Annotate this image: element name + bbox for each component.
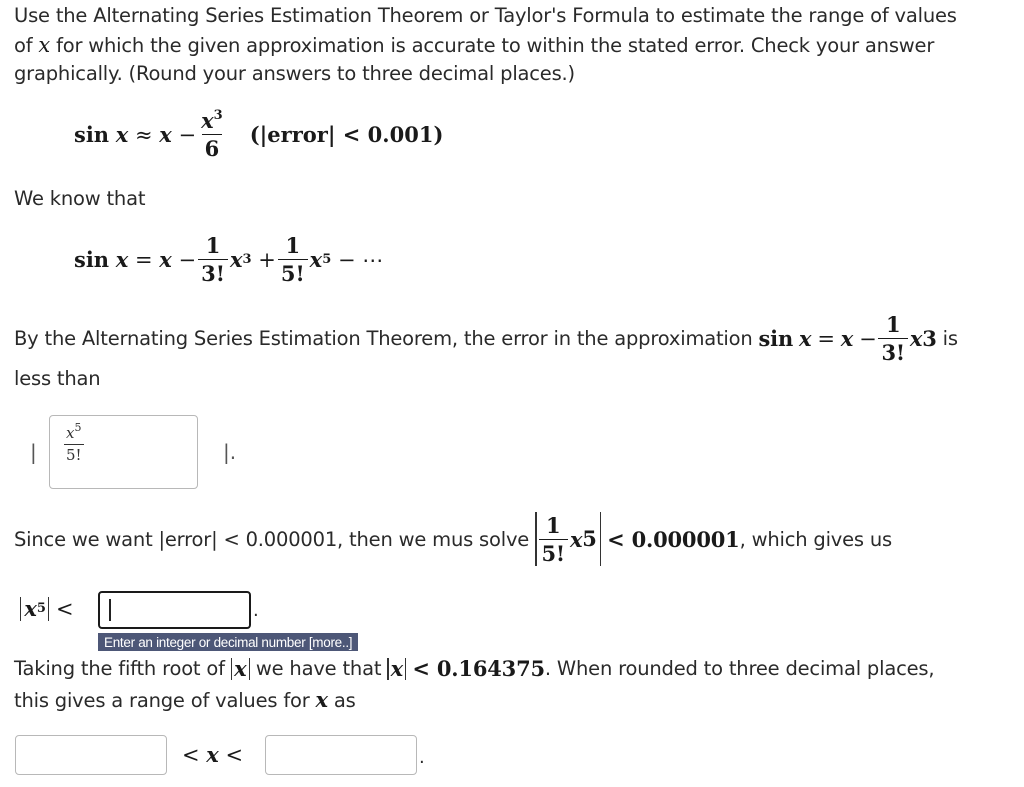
range-period: . [419, 747, 425, 768]
variable-x: x [38, 33, 51, 57]
range-upper-bound-input[interactable] [265, 735, 417, 775]
input-hint-tooltip[interactable]: Enter an integer or decimal number [more..] [98, 633, 358, 651]
text-caret [109, 599, 111, 621]
x5-bound-input[interactable] [98, 591, 251, 629]
instructions-line-2: of x for which the given approximation is accurate to within the stated error. Check your answer [14, 33, 935, 57]
left-abs-bar: | [30, 440, 37, 464]
abs-x5-inequality: x 5 < [20, 596, 74, 621]
given-approximation: sin x ≈ x − $\frac{x^3}{6}$ (|error| < 0.001) [74, 108, 444, 161]
range-inequality: < x < [182, 742, 244, 767]
ast-sentence: By the Alternating Series Estimation Theorem, the error in the approximation sin x = x − $\frac{1}{3!}$ x 3 is [14, 312, 958, 365]
error-bound-answer-box[interactable] [49, 415, 198, 489]
fifth-root-line-2: this gives a range of values for x as [14, 687, 356, 712]
less-than-label: less than [14, 367, 101, 390]
fifth-root-sentence: Taking the fifth root of x we have that x < 0.164375 . When rounded to three decimal places, [14, 656, 935, 681]
sine-series: sin x = x − $\frac{1}{3!}$ x 3 + $\frac{1}{5!}$ x 5 − ⋯ [74, 233, 384, 286]
fraction-1-over-5-factorial: $\frac{1}{5!}$ [278, 233, 308, 286]
fraction-1-over-5-factorial-inline: $\frac{1}{5!}$ [539, 513, 568, 566]
range-lower-bound-input[interactable] [15, 735, 167, 775]
instructions-line-3: graphically. (Round your answers to three decimal places.) [14, 62, 575, 85]
we-know-label: We know that [14, 187, 146, 210]
fraction-1-over-3-factorial: $\frac{1}{3!}$ [198, 233, 228, 286]
abs-bar-right [600, 512, 601, 566]
instructions-line-1: Use the Alternating Series Estimation Theorem or Taylor's Formula to estimate the range of values [14, 4, 957, 27]
fraction-x3-over-6: $\frac{x^3}{6}$ [201, 108, 223, 161]
error-condition: (|error| < 0.001) [249, 122, 444, 147]
period: . [253, 600, 259, 621]
right-abs-bar: |. [223, 440, 237, 464]
fraction-1-over-3-factorial-inline: $\frac{1}{3!}$ [878, 312, 907, 365]
abs-bar-left [535, 512, 536, 566]
answer-fraction-x5-over-5-factorial: $x^5$ 5! [66, 421, 82, 464]
since-sentence: Since we want |error| < 0.000001, then we mus solve $\frac{1}{5!}$ x 5 < 0.000001 , which gives us [14, 512, 893, 566]
